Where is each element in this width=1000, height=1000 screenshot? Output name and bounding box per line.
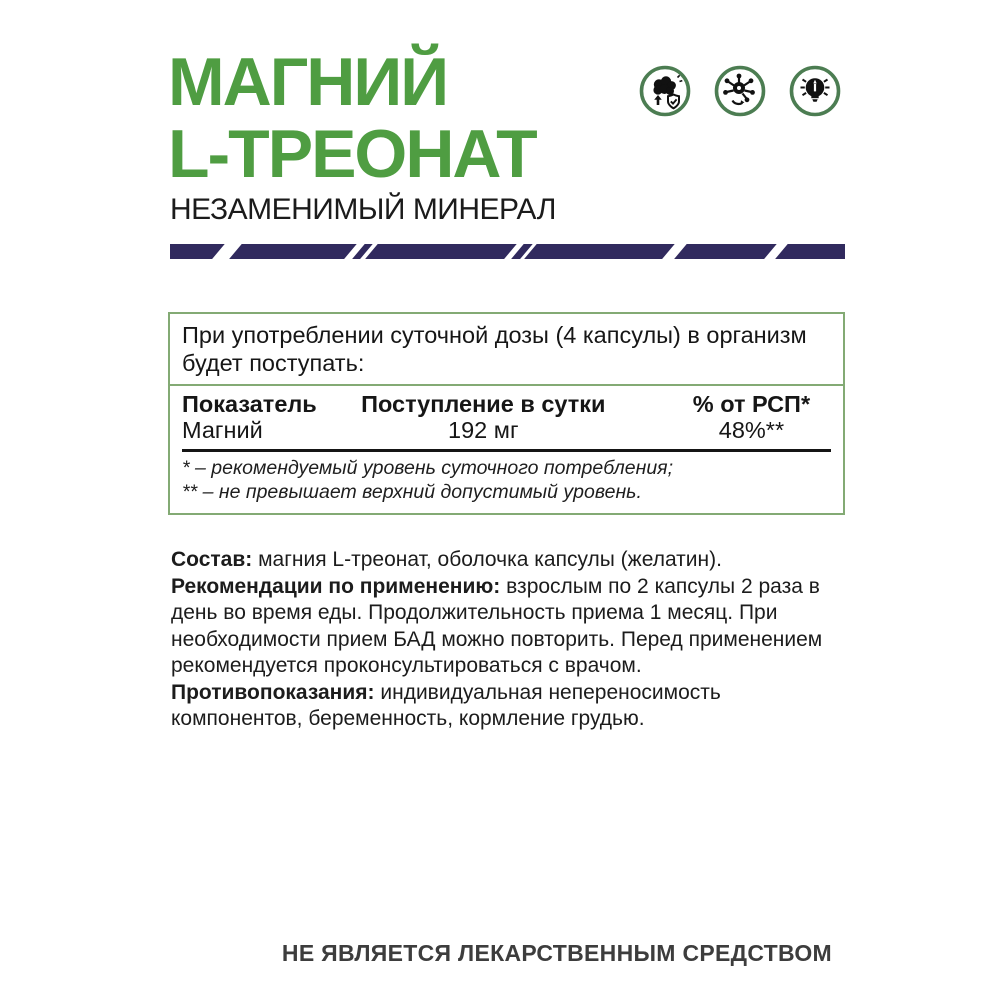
composition-label: Состав:: [171, 548, 253, 571]
footnote-upper-level: ** – не превышает верхний допустимый уровень.: [182, 480, 642, 503]
composition-text: магния L-треонат, оболочка капсулы (желатин).: [258, 548, 722, 571]
product-title-line2: L-ТРЕОНАТ: [168, 116, 536, 192]
lightbulb-icon: [788, 64, 842, 118]
product-subtitle: НЕЗАМЕНИМЫЙ МИНЕРАЛ: [170, 193, 556, 226]
col-header-daily-intake: Поступление в сутки: [361, 391, 606, 417]
recommendations-paragraph: [171, 574, 823, 680]
black-divider: [182, 449, 831, 452]
nutrient-name: Магний: [182, 417, 263, 443]
brain-shield-icon: [638, 64, 692, 118]
divider-cut: [656, 244, 691, 259]
disclaimer-text: НЕ ЯВЛЯЕТСЯ ЛЕКАРСТВЕННЫМ СРЕДСТВОМ: [281, 940, 832, 966]
intake-table-header-row: [182, 391, 831, 417]
nutrient-amount: 192 мг: [448, 417, 519, 443]
product-title: [168, 46, 536, 190]
intake-box: [168, 312, 845, 515]
contraindications-label: Противопоказания:: [171, 680, 375, 704]
info-text: [171, 547, 823, 733]
benefit-icons: [638, 64, 842, 118]
intake-table: [182, 391, 831, 443]
recommendations-text: взрослым по 2 капсулы 2 раза в день во время еды. Продолжительность приема 1 месяц. При необходимости прием БАД можно повторить. Перед применением рекомендуется проконсультироваться с врачом.: [171, 574, 823, 677]
product-title-line1: МАГНИЙ: [168, 44, 448, 120]
neuron-icon: [713, 64, 767, 118]
divider-cut: [206, 244, 246, 259]
intake-table-row-magnesium: [182, 417, 831, 443]
green-divider: [170, 384, 843, 386]
divider-cut: [758, 244, 792, 259]
composition-paragraph: [171, 547, 823, 574]
nutrient-rsp: 48%**: [718, 417, 785, 443]
footnote-rsp: * – рекомендуемый уровень суточного потребления;: [182, 457, 673, 479]
intake-intro: При употреблении суточной дозы (4 капсулы) в организм будет поступать:: [182, 322, 807, 376]
contraindications-paragraph: [171, 680, 823, 733]
brush-divider: [170, 244, 845, 259]
recommendations-label: Рекомендации по применению:: [171, 574, 501, 598]
col-header-rsp-percent: % от РСП*: [692, 391, 811, 417]
contraindications-text: индивидуальная непереносимость компонентов, беременность, кормление грудью.: [171, 680, 721, 730]
col-header-indicator: Показатель: [182, 391, 317, 417]
